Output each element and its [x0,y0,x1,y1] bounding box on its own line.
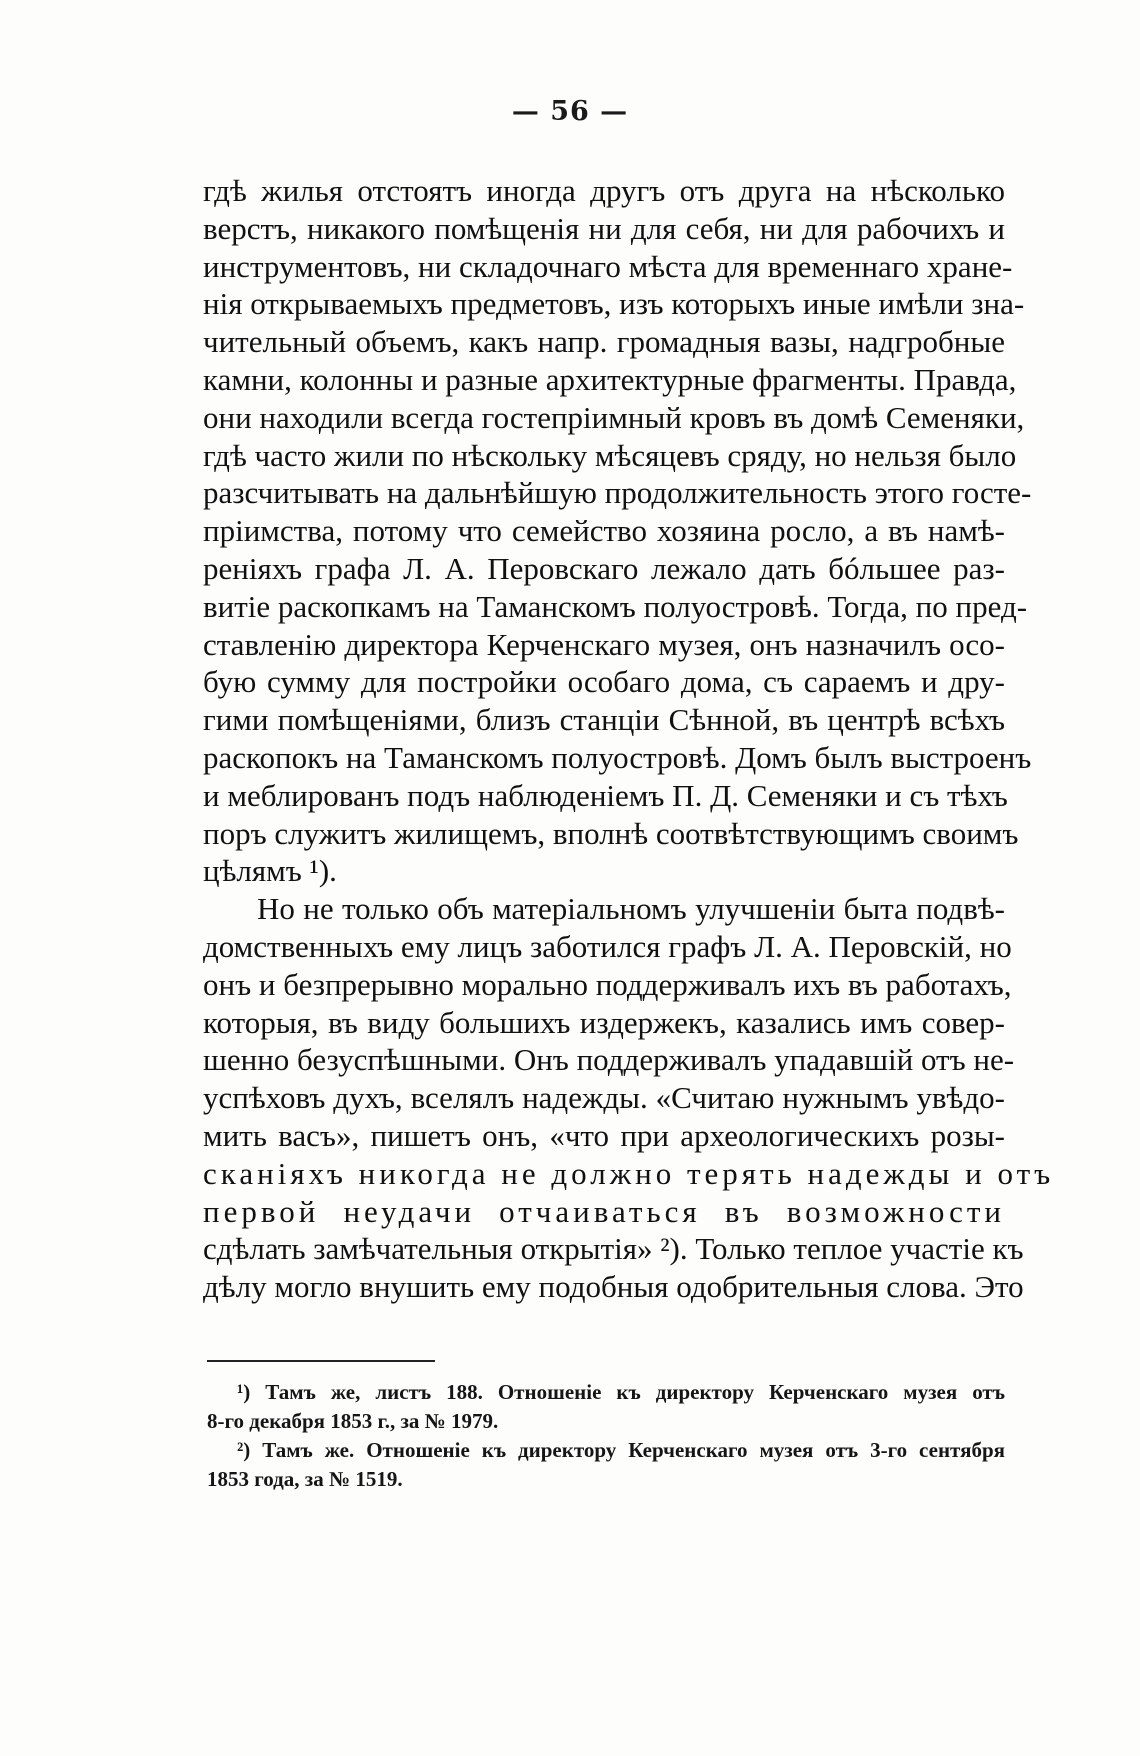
body-line: дѣлу могло внушить ему подобныя одобрительныя слова. Это [203,1269,1024,1305]
footnote-line: ²) Тамъ же. Отношеніе къ директору Керченскаго музея отъ 3-го сентября [237,1438,1005,1462]
footnotes [207,1378,1005,1494]
body-line: и меблированъ подъ наблюденіемъ П. Д. Семеняки и съ тѣхъ [203,777,1008,813]
body-line: шенно безуспѣшными. Онъ поддерживалъ упадавшій отъ не- [203,1042,1015,1078]
footnote-line: 1853 года, за № 1519. [207,1467,403,1491]
footnote-line: ¹) Тамъ же, листъ 188. Отношеніе къ директору Керченскаго музея отъ [237,1380,1005,1404]
body-line: нія открываемыхъ предметовъ, изъ которыхъ иные имѣли зна- [203,286,1025,322]
body-line: инструментовъ, ни складочнаго мѣста для временнаго хране- [203,248,1013,284]
body-line: гими помѣщеніями, близъ станціи Сѣнной, въ центрѣ всѣхъ [203,702,1005,738]
body-line: гдѣ жилья отстоятъ иногда другъ отъ друга на нѣсколько [203,173,1005,208]
body-line: успѣховъ духъ, вселялъ надежды. «Считаю нужнымъ увѣдо- [203,1080,1005,1116]
body-line: верстъ, никакого помѣщенія ни для себя, ни для рабочихъ и [203,210,1005,246]
body-text [203,172,1055,1306]
body-line: цѣлямъ ¹). [203,853,337,889]
body-line: витіе раскопкамъ на Таманскомъ полуостровѣ. Тогда, по пред- [203,588,1028,624]
body-line: пріимства, потому что семейство хозяина росло, а въ намѣ- [203,513,1005,549]
body-line: поръ служитъ жилищемъ, вполнѣ соотвѣтствующимъ своимъ [203,815,1019,851]
body-line: сдѣлать замѣчательныя открытія» ²). Только теплое участіе къ [203,1231,1024,1267]
paragraph-start-line: Но не только объ матеріальномъ улучшеніи быта подвѣ- [257,891,1005,927]
body-line: мить васъ», пишетъ онъ, «что при археологическихъ розы- [203,1117,1005,1153]
body-line: домственныхъ ему лицъ заботился графъ Л. А. Перовскій, но [203,928,1012,964]
emphasized-line: сканіяхъ никогда не должно терять надежды и отъ [203,1155,1055,1191]
body-line: чительный объемъ, какъ напр. громадныя вазы, надгробные [203,324,1005,360]
body-line: раскопокъ на Таманскомъ полуостровѣ. Домъ былъ выстроенъ [203,739,1032,775]
body-line: гдѣ часто жили по нѣскольку мѣсяцевъ сряду, но нельзя было [203,437,1017,473]
body-line: которыя, въ виду большихъ издержекъ, казались имъ совер- [203,1004,1005,1040]
body-line: разсчитывать на дальнѣйшую продолжительность этого госте- [203,475,1032,511]
footnote-divider [207,1360,435,1362]
page-number: — 56 — [511,96,629,127]
body-line: они находили всегда гостепріимный кровъ въ домѣ Семеняки, [203,399,1025,435]
emphasized-line: первой неудачи отчаиваться въ возможности [203,1193,1005,1229]
body-line: камни, колонны и разные архитектурные фрагменты. Правда, [203,361,1017,397]
footnote-line: 8-го декабря 1853 г., за № 1979. [207,1409,499,1433]
body-line: бую сумму для постройки особаго дома, съ сараемъ и дру- [203,664,1005,700]
body-line: онъ и безпрерывно морально поддерживалъ ихъ въ работахъ, [203,966,1012,1002]
body-line: ставленію директора Керченскаго музея, онъ назначилъ осо- [203,626,1005,662]
body-line: реніяхъ графа Л. А. Перовскаго лежало дать бóльшее раз- [203,550,1005,586]
